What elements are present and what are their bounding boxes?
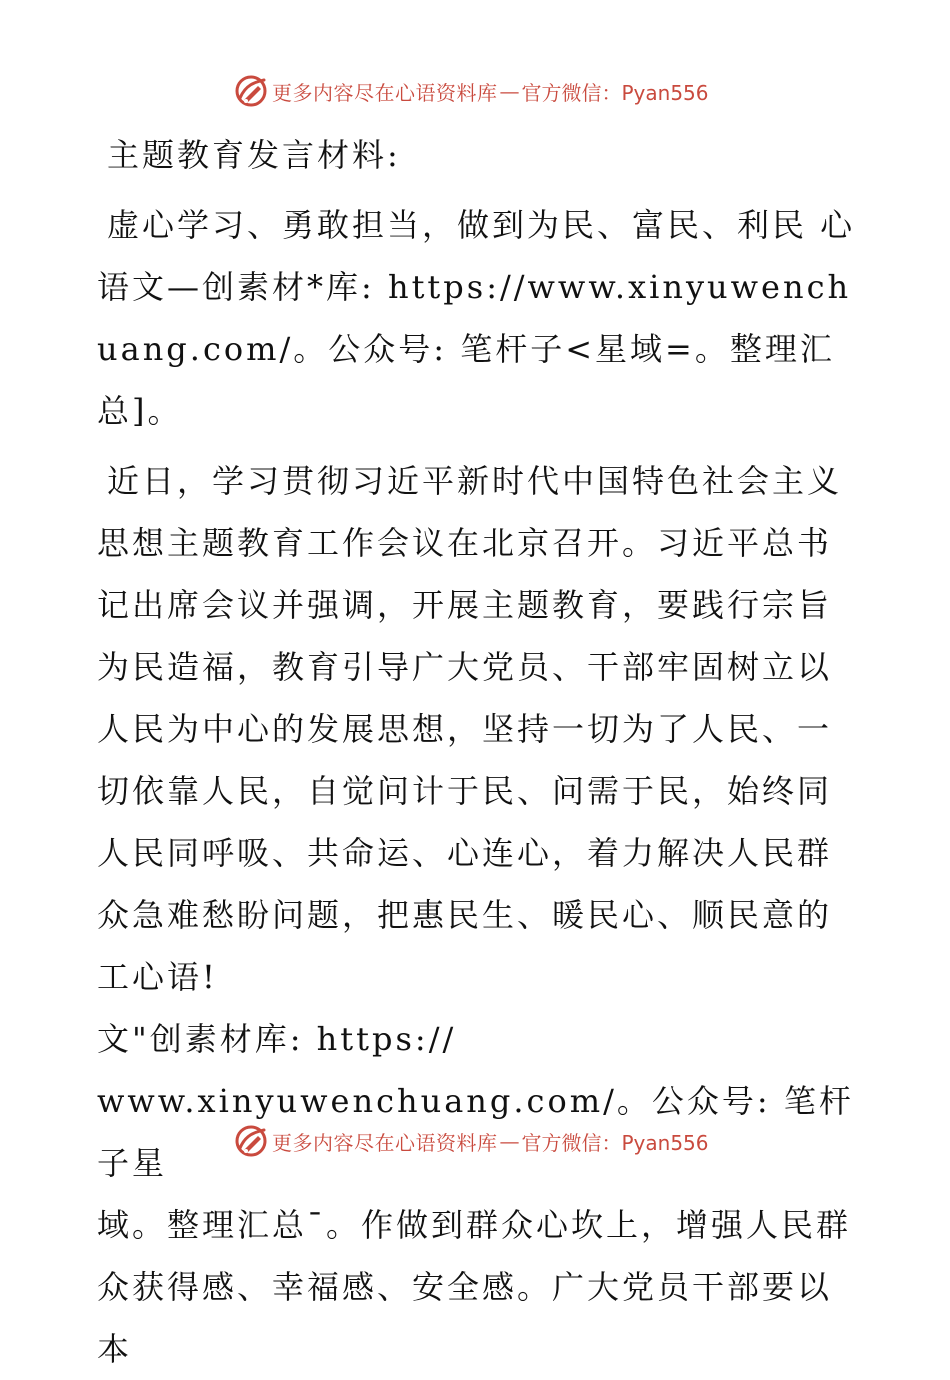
- body-paragraph-2-line-1: 文"创素材库: https://: [97, 1020, 457, 1058]
- pen-logo-icon: [234, 74, 268, 108]
- document-title-line: 虚心学习、勇敢担当，做到为民、富民、利民 心语文—创素材*库: https://www.xinyuwenchuang.com/。公众号: 笔杆子<星域=。整理汇总]。: [97, 206, 856, 430]
- document-body: [97, 124, 857, 1380]
- pen-logo-icon: [234, 1124, 268, 1158]
- footer-watermark: [234, 1124, 709, 1158]
- paragraph-gap: [97, 186, 857, 194]
- watermark-dash: —: [499, 1129, 520, 1153]
- body-paragraph-1: 近日，学习贯彻习近平新时代中国特色社会主义思想主题教育工作会议在北京召开。习近平总书记出席会议并强调，开展主题教育，要践行宗旨为民造福，教育引导广大党员、干部牢固树立以人民为中心的发展思想，坚持一切为了人民、一切依靠人民，自觉问计于民、问需于民，始终同人民同呼吸、共命运、心连心，着力解决人民群众急难愁盼问题，把惠民生、暖民心、顺民意的工心语!: [97, 462, 843, 996]
- watermark-wechat-text: 官方微信：Pyan556: [521, 80, 709, 105]
- document-heading: 主题教育发言材料:: [107, 136, 401, 174]
- body-paragraph-2-rest: 域。整理汇总¯。作做到群众心坎上，增强人民群众获得感、幸福感、安全感。广大党员干部要以本: [97, 1206, 852, 1368]
- body-paragraph-2-line-2: www.xinyuwenchuang.com/。公众号: 笔杆子星: [97, 1082, 854, 1182]
- watermark-main-text: 更多内容尽在心语资料库: [272, 80, 498, 105]
- watermark-main-text: 更多内容尽在心语资料库: [272, 1130, 498, 1155]
- paragraph-gap: [97, 442, 857, 450]
- header-watermark: [234, 74, 709, 108]
- watermark-wechat-text: 官方微信：Pyan556: [521, 1130, 709, 1155]
- watermark-dash: —: [499, 79, 520, 103]
